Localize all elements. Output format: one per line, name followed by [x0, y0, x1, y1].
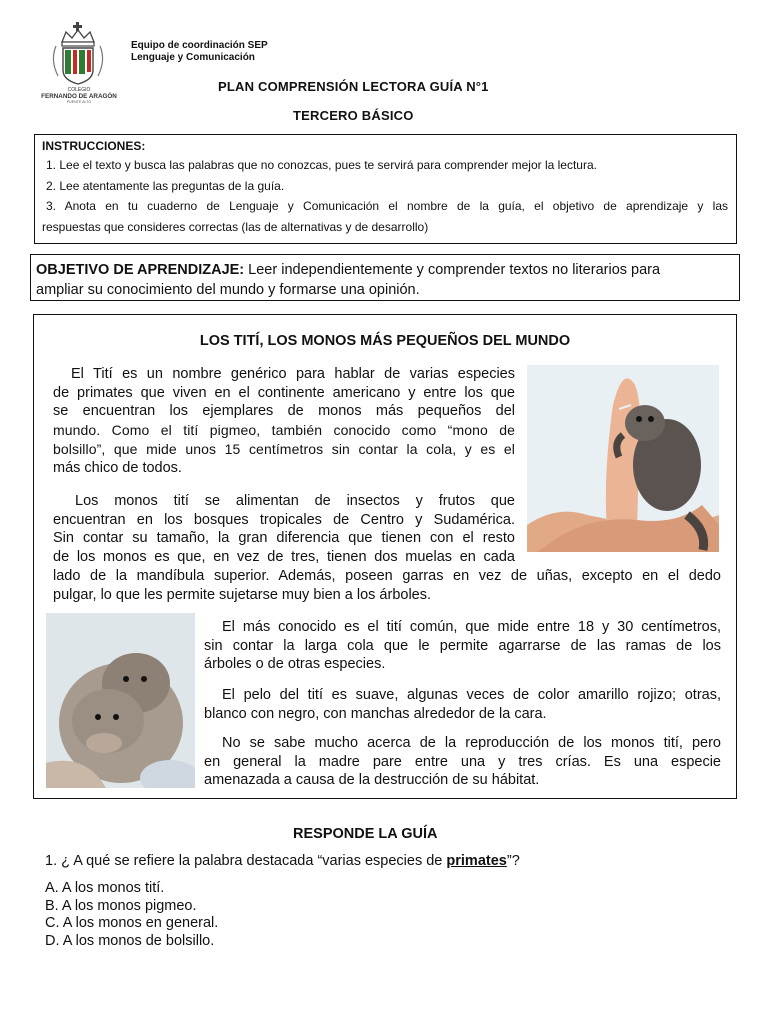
- question-suffix: ”?: [506, 853, 520, 869]
- answer-options: [45, 880, 218, 950]
- answer-option-a[interactable]: A. A los monos tití.: [45, 880, 165, 896]
- text-line: El Tití es un nombre genérico para hablar de varias especies: [71, 366, 515, 382]
- objective-label: OBJETIVO DE APRENDIZAJE:: [36, 262, 245, 278]
- org-line-2: Lenguaje y Comunicación: [131, 52, 255, 63]
- reading-paragraph-4: [204, 686, 721, 723]
- svg-text:COLEGIO: COLEGIO: [67, 87, 91, 93]
- text-line: lado de la mandíbula superior. Además, poseen garras en vez de uñas, excepto en el dedo: [53, 567, 721, 584]
- reading-box: [33, 314, 737, 799]
- text-line: El pelo del tití es suave, algunas veces de color amarillo rojizo; otras,: [222, 687, 721, 703]
- text-line: de los monos es que, en vez de tres, tienen dos muelas en cada: [53, 549, 515, 566]
- text-line: bolsillo”, que mide unos 15 centímetros sin contar la cola, y es el: [53, 440, 515, 457]
- school-crest-logo: [36, 20, 122, 104]
- answer-option-d[interactable]: D. A los monos de bolsillo.: [45, 932, 215, 949]
- text-line: se encuentran los ejemplares de monos más pequeños del: [53, 403, 515, 420]
- instruction-item: 3. Anota en tu cuaderno de Lenguaje y Comunicación el nombre de la guía, el objetivo de aprendizaje y las: [46, 199, 728, 213]
- grade-title: TERCERO BÁSICO: [293, 108, 414, 123]
- objective-text-line-2: ampliar su conocimiento del mundo y formarse una opinión.: [36, 282, 420, 298]
- org-line-1: Equipo de coordinación SEP: [131, 40, 268, 51]
- organization-header: [131, 40, 268, 64]
- text-line: blanco con negro, con manchas alrededor de la cara.: [204, 705, 547, 722]
- text-line: No se sabe mucho acerca de la reproducción de los monos tití, pero: [222, 735, 721, 751]
- text-line: encuentran en los bosques tropicales de Centro y Sudamérica.: [53, 511, 515, 528]
- marmosets-cuddling-photo: [46, 613, 195, 788]
- text-line: en general la madre pare entre una y tres crías. Es una especie: [204, 753, 721, 770]
- answer-option-b[interactable]: B. A los monos pigmeo.: [45, 897, 197, 914]
- reading-paragraph-1: [53, 365, 515, 477]
- objective-text-line-1: Leer independientemente y comprender textos no literarios para: [244, 262, 661, 278]
- question-keyword: primates: [446, 853, 507, 869]
- instructions-heading: INSTRUCCIONES:: [42, 139, 146, 153]
- text-line: pulgar, lo que les permite sujetarse muy bien a los árboles.: [53, 586, 432, 603]
- text-line: árboles o de otras especies.: [204, 656, 386, 673]
- question-text: 1. ¿ A qué se refiere la palabra destacada “varias especies de: [45, 853, 447, 869]
- text-line: sin contar la larga cola que le permite agarrarse de las ramas de los: [204, 637, 721, 654]
- learning-objective-box: [30, 254, 740, 301]
- text-line: Sin contar su tamaño, la gran diferencia que tienen con el resto: [53, 530, 515, 547]
- instruction-item-continuation: respuestas que consideres correctas (las de alternativas y de desarrollo): [42, 219, 429, 234]
- svg-text:PUENTE ALTO: PUENTE ALTO: [66, 100, 92, 104]
- instruction-item: 1. Lee el texto y busca las palabras que no conozcas, pues te servirá para comprender mejor la lectura.: [46, 158, 597, 172]
- reading-paragraph-2: [53, 492, 721, 604]
- answer-option-c[interactable]: C. A los monos en general.: [45, 915, 219, 932]
- text-line: Los monos tití se alimentan de insectos y frutos que: [75, 493, 515, 509]
- reading-title: LOS TITÍ, LOS MONOS MÁS PEQUEÑOS DEL MUNDO: [199, 333, 571, 349]
- text-line: de primates que viven en el continente americano y entre los que: [53, 384, 515, 401]
- svg-text:FERNANDO DE ARAGÓN: FERNANDO DE ARAGÓN: [41, 93, 117, 100]
- text-line: mundo. Como el tití pigmeo, también conocido como “mono de: [53, 422, 515, 439]
- guide-heading: RESPONDE LA GUÍA: [293, 826, 438, 842]
- text-line: El más conocido es el tití común, que mide entre 18 y 30 centímetros,: [222, 619, 721, 635]
- text-line: amenazada a causa de la destrucción de su hábitat.: [204, 772, 540, 789]
- text-line: más chico de todos.: [53, 459, 182, 476]
- instruction-item: 2. Lee atentamente las preguntas de la guía.: [46, 178, 285, 193]
- question-1: [45, 853, 520, 869]
- reading-paragraph-5: [204, 734, 721, 790]
- document-title: PLAN COMPRENSIÓN LECTORA GUÍA N°1: [218, 79, 489, 94]
- instructions-box: [34, 134, 737, 244]
- reading-paragraph-3: [204, 618, 721, 674]
